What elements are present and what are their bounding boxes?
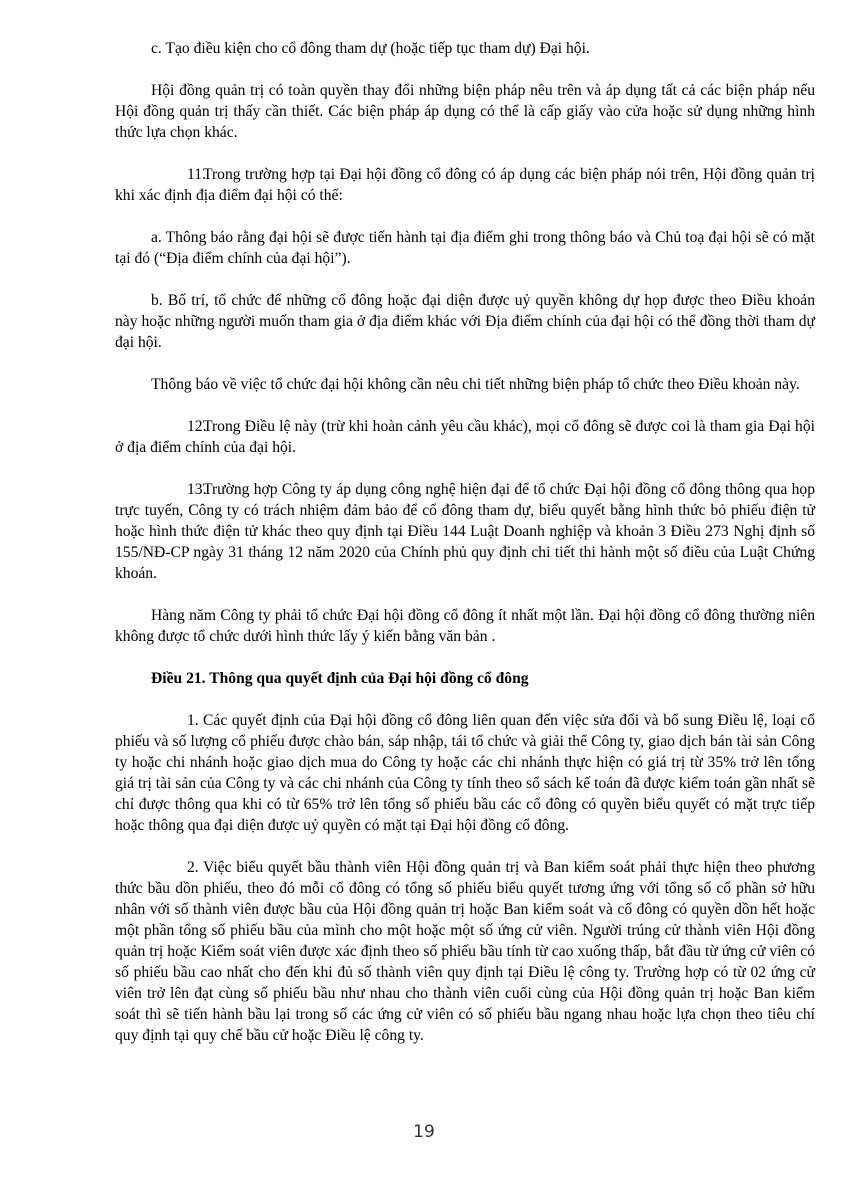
paragraph-notice: Thông báo về việc tổ chức đại hội không cần nêu chi tiết những biện pháp tổ chức theo Điều khoản này. (151, 376, 800, 393)
article-21-item-2 (115, 857, 815, 1046)
clause-text: Trong trường hợp tại Đại hội đồng cổ đông có áp dụng các biện pháp nói trên, Hội đồng quản trị khi xác định địa điểm đại hội có thể: (115, 166, 815, 204)
paragraph-c: c. Tạo điều kiện cho cổ đông tham dự (hoặc tiếp tục tham dự) Đại hội. (151, 40, 590, 57)
item-number: 1. (187, 712, 199, 729)
page-number: 19 (413, 1122, 435, 1142)
paragraph-annual-meeting: Hàng năm Công ty phải tổ chức Đại hội đồng cổ đông ít nhất một lần. Đại hội đồng cổ đông thường niên không được tổ chức dưới hình thức lấy ý kiến bằng văn bản . (115, 607, 815, 645)
clause-number: 11. (187, 166, 206, 183)
clause-13 (115, 479, 815, 584)
clause-text: Trong Điều lệ này (trừ khi hoàn cảnh yêu cầu khác), mọi cổ đông sẽ được coi là tham gia Đại hội ở địa điểm chính của đại hội. (115, 418, 815, 456)
article-21-item-1 (115, 710, 815, 836)
document-body (115, 38, 815, 1067)
paragraph-board-authority: Hội đồng quản trị có toàn quyền thay đổi những biện pháp nêu trên và áp dụng tất cả các biện pháp nếu Hội đồng quản trị thấy cần thiết. Các biện pháp áp dụng có thể là cấp giấy vào cửa hoặc sử dụng những hình thức lựa chọn khác. (115, 82, 815, 141)
item-text: Việc biểu quyết bầu thành viên Hội đồng quản trị và Ban kiểm soát phải thực hiện theo phương thức bầu dồn phiếu, theo đó mỗi cổ đông có tổng số phiếu biểu quyết tương ứng với tổng số cổ phần sở hữu nhân với số thành viên được bầu của Hội đồng quản trị hoặc Ban kiểm soát và cổ đông có quyền dồn hết hoặc một phần tổng số phiếu bầu của mình cho một hoặc một số ứng cử viên. Người trúng cử thành viên Hội đồng quản trị hoặc Kiểm soát viên được xác định theo số phiếu bầu tính từ cao xuống thấp, bắt đầu từ ứng cử viên có số phiếu bầu cao nhất cho đến khi đủ số thành viên quy định tại Điều lệ công ty. Trường hợp có từ 02 ứng cử viên trở lên đạt cùng số phiếu bầu như nhau cho thành viên cuối cùng của Hội đồng quản trị hoặc Ban kiểm soát thì sẽ tiến hành bầu lại trong số các ứng cử viên có số phiếu bầu ngang nhau hoặc lựa chọn theo tiêu chí quy định tại quy chế bầu cử hoặc Điều lệ công ty. (115, 859, 815, 1044)
paragraph-a: a. Thông báo rằng đại hội sẽ được tiến hành tại địa điểm ghi trong thông báo và Chủ toạ đại hội sẽ có mặt tại đó (“Địa điểm chính của đại hội”). (115, 229, 815, 267)
clause-number: 13. (187, 481, 207, 498)
clause-12 (115, 416, 815, 458)
clause-11 (115, 164, 815, 206)
clause-number: 12. (187, 418, 207, 435)
clause-text: Trường hợp Công ty áp dụng công nghệ hiện đại để tổ chức Đại hội đồng cổ đông thông qua họp trực tuyến, Công ty có trách nhiệm đảm bảo để cổ đông tham dự, biểu quyết bằng hình thức bỏ phiếu điện tử hoặc hình thức điện tử khác theo quy định tại Điều 144 Luật Doanh nghiệp và khoản 3 Điều 273 Nghị định số 155/NĐ-CP ngày 31 tháng 12 năm 2020 của Chính phủ quy định chi tiết thi hành một số điều của Luật Chứng khoán. (115, 481, 815, 582)
paragraph-b: b. Bố trí, tổ chức để những cổ đông hoặc đại diện được uỷ quyền không dự họp được theo Điều khoản này hoặc những người muốn tham gia ở địa điểm khác với Địa điểm chính của đại hội có thể đồng thời tham dự đại hội. (115, 292, 815, 351)
article-21-heading: Điều 21. Thông qua quyết định của Đại hội đồng cổ đông (151, 670, 529, 687)
item-text: Các quyết định của Đại hội đồng cổ đông liên quan đến việc sửa đổi và bổ sung Điều lệ, loại cổ phiếu và số lượng cổ phiếu được chào bán, sáp nhập, tái tổ chức và giải thể Công ty, giao dịch bán tài sản Công ty hoặc chi nhánh hoặc giao dịch mua do Công ty hoặc các chi nhánh thực hiện có giá trị từ 35% trở lên tổng giá trị tài sản của Công ty và các chi nhánh của Công ty tính theo sổ sách kế toán đã được kiểm toán gần nhất sẽ chỉ được thông qua khi có từ 65% trở lên tổng số phiếu bầu các cổ đông có quyền biểu quyết có mặt trực tiếp hoặc thông qua đại diện được uỷ quyền có mặt tại Đại hội đồng cổ đông. (115, 712, 815, 834)
item-number: 2. (187, 859, 199, 876)
